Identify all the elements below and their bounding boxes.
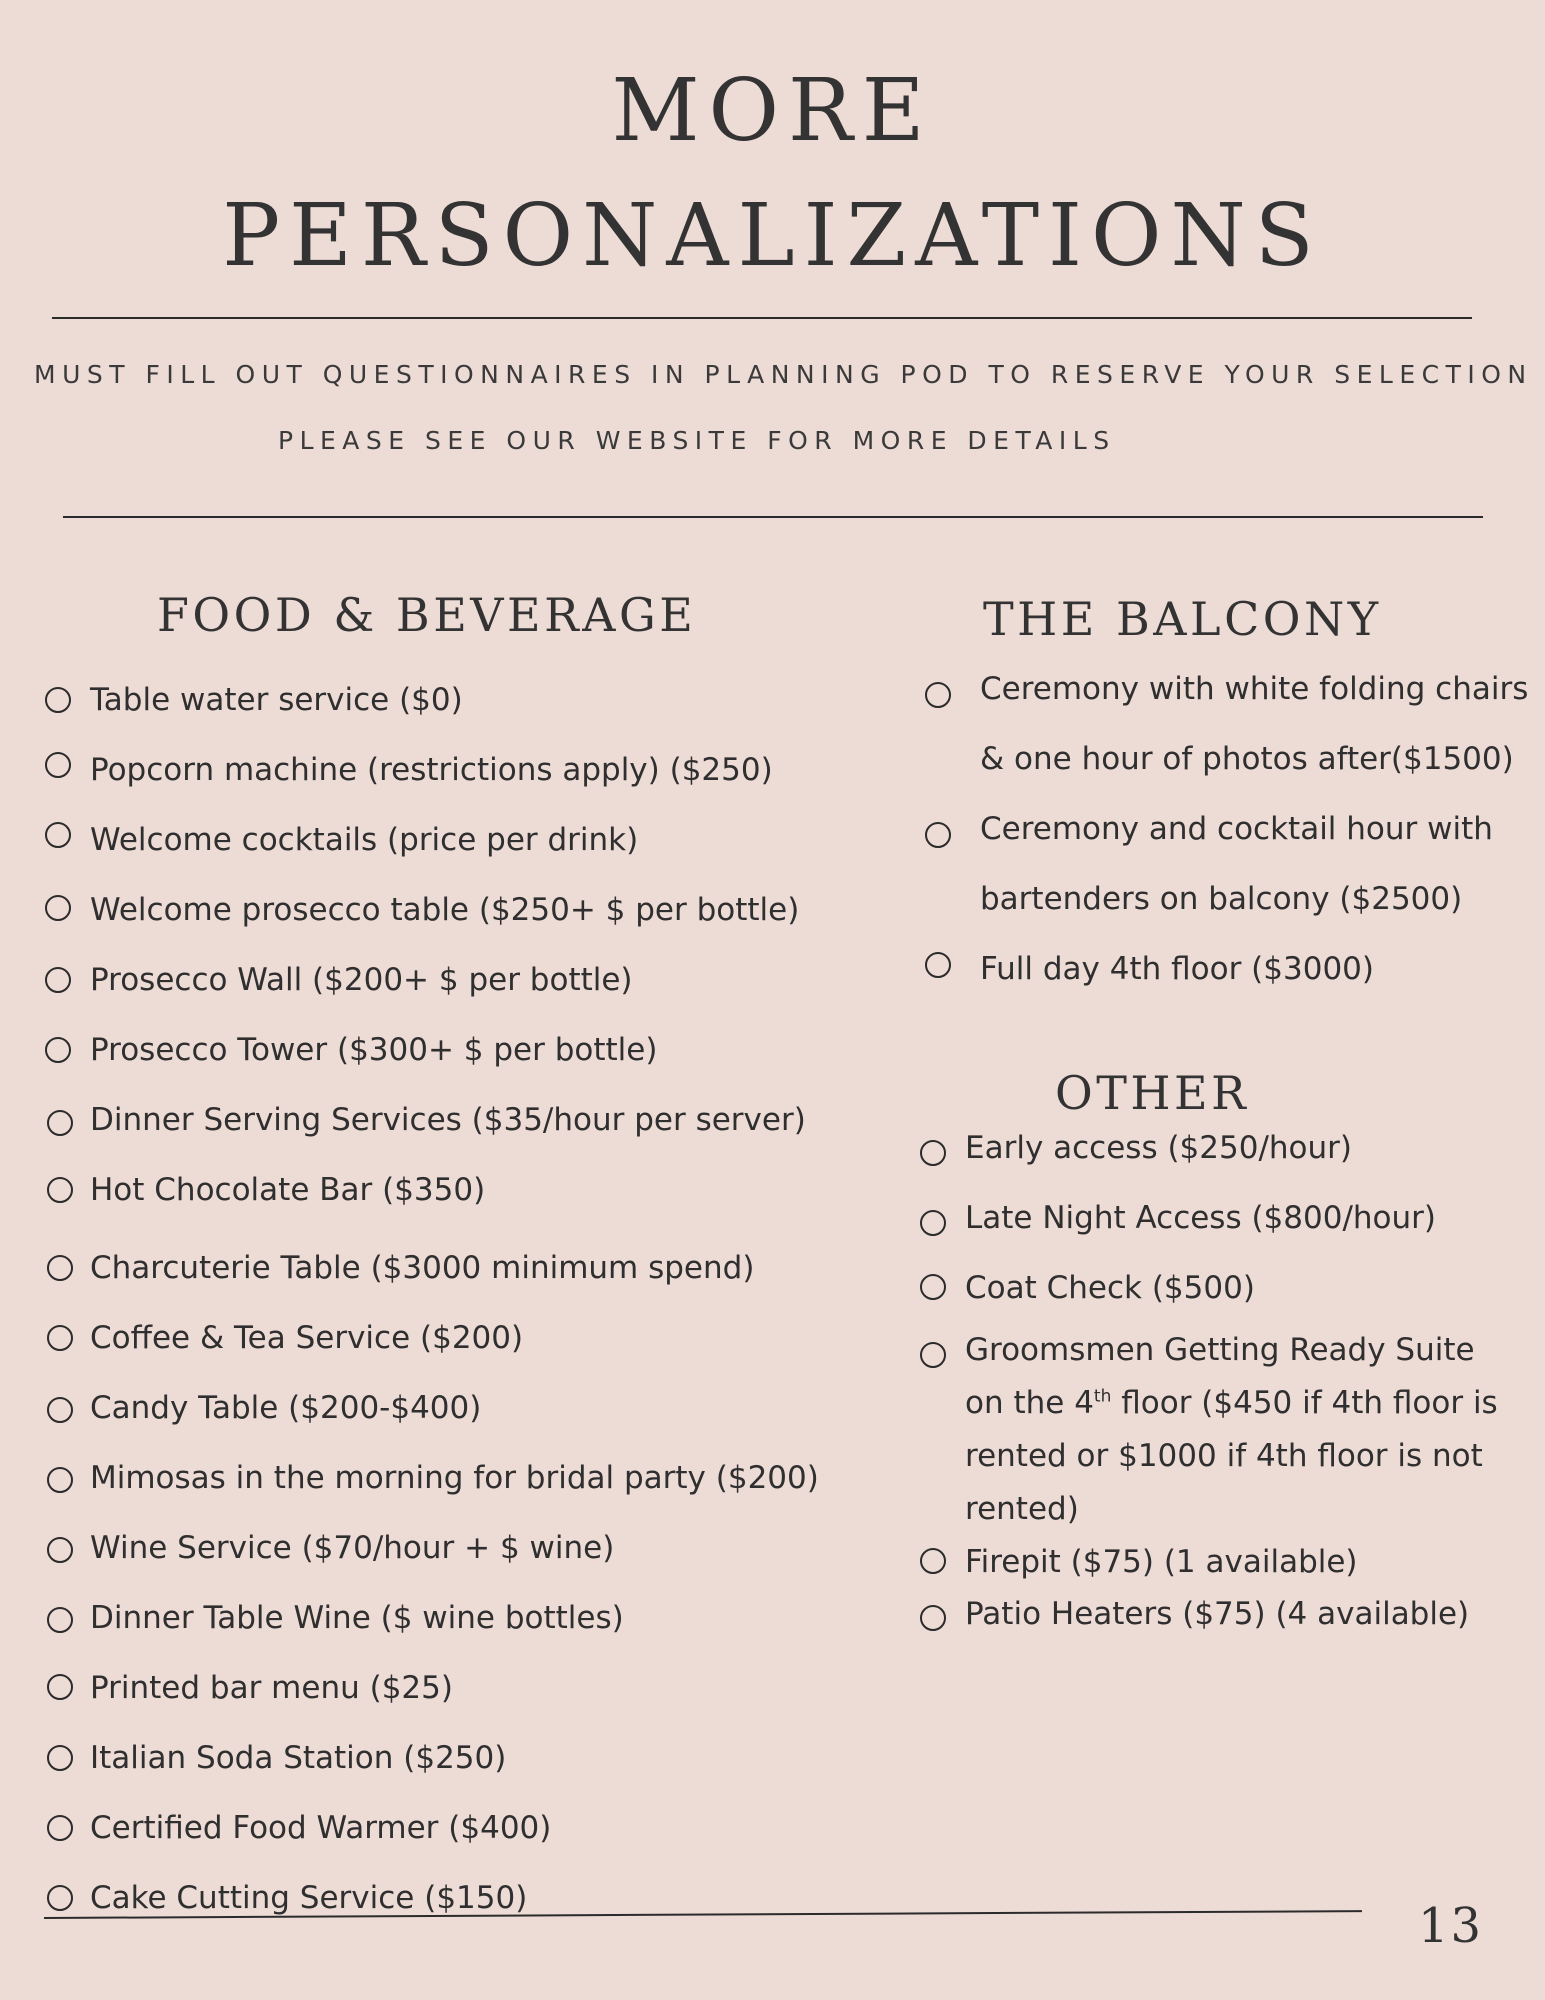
list-item: Patio Heaters ($75) (4 available)	[965, 1596, 1470, 1632]
radio-icon[interactable]	[45, 967, 71, 993]
radio-icon[interactable]	[47, 1674, 73, 1700]
list-item-continuation: bartenders on balcony ($2500)	[980, 881, 1463, 917]
radio-icon[interactable]	[920, 1210, 946, 1236]
radio-icon[interactable]	[925, 952, 951, 978]
radio-icon[interactable]	[47, 1885, 73, 1911]
notice-questionnaire: MUST FILL OUT QUESTIONNAIRES IN PLANNING POD TO RESERVE YOUR SELECTION	[34, 360, 1533, 389]
list-item-continuation	[965, 1385, 1498, 1421]
list-item: Wine Service ($70/hour + $ wine)	[90, 1530, 615, 1566]
list-item: Printed bar menu ($25)	[90, 1670, 453, 1706]
list-item: Coat Check ($500)	[965, 1270, 1255, 1306]
groomsmen-text-sup: th	[1093, 1386, 1112, 1407]
divider-top	[52, 317, 1472, 319]
list-item: Ceremony and cocktail hour with	[980, 811, 1493, 847]
list-item: Coffee & Tea Service ($200)	[90, 1320, 524, 1356]
groomsmen-text-pre: on the 4	[965, 1385, 1094, 1421]
radio-icon[interactable]	[920, 1140, 946, 1166]
list-item: Early access ($250/hour)	[965, 1130, 1352, 1166]
list-item: Firepit ($75) (1 available)	[965, 1544, 1358, 1580]
list-item: Italian Soda Station ($250)	[90, 1740, 507, 1776]
page-number: 13	[1418, 1898, 1484, 1954]
radio-icon[interactable]	[47, 1255, 73, 1281]
list-item-continuation: rented)	[965, 1491, 1079, 1527]
notice-website: PLEASE SEE OUR WEBSITE FOR MORE DETAILS	[278, 426, 1116, 455]
radio-icon[interactable]	[45, 822, 71, 848]
radio-icon[interactable]	[920, 1274, 946, 1300]
radio-icon[interactable]	[45, 895, 71, 921]
list-item: Groomsmen Getting Ready Suite	[965, 1332, 1475, 1368]
radio-icon[interactable]	[925, 822, 951, 848]
radio-icon[interactable]	[47, 1467, 73, 1493]
page-title-line-2: PERSONALIZATIONS	[222, 186, 1323, 286]
list-item: Prosecco Tower ($300+ $ per bottle)	[90, 1032, 658, 1068]
list-item: Popcorn machine (restrictions apply) ($250)	[90, 752, 773, 788]
radio-icon[interactable]	[45, 1037, 71, 1063]
list-item: Cake Cutting Service ($150)	[90, 1880, 528, 1916]
radio-icon[interactable]	[920, 1605, 946, 1631]
list-item: Dinner Serving Services ($35/hour per server)	[90, 1102, 806, 1138]
list-item: Ceremony with white folding chairs	[980, 671, 1529, 707]
radio-icon[interactable]	[47, 1177, 73, 1203]
radio-icon[interactable]	[47, 1607, 73, 1633]
list-item: Welcome prosecco table ($250+ $ per bottle)	[90, 892, 800, 928]
list-item: Late Night Access ($800/hour)	[965, 1200, 1436, 1236]
list-item-continuation: & one hour of photos after($1500)	[980, 741, 1514, 777]
list-item: Charcuterie Table ($3000 minimum spend)	[90, 1250, 755, 1286]
page-title-line-1: MORE	[611, 61, 934, 161]
list-item: Prosecco Wall ($200+ $ per bottle)	[90, 962, 633, 998]
radio-icon[interactable]	[47, 1110, 73, 1136]
radio-icon[interactable]	[925, 682, 951, 708]
list-item-continuation: rented or $1000 if 4th floor is not	[965, 1438, 1483, 1474]
list-item: Candy Table ($200-$400)	[90, 1390, 482, 1426]
radio-icon[interactable]	[920, 1342, 946, 1368]
list-item: Dinner Table Wine ($ wine bottles)	[90, 1600, 624, 1636]
list-item: Certified Food Warmer ($400)	[90, 1810, 552, 1846]
radio-icon[interactable]	[45, 752, 71, 778]
radio-icon[interactable]	[920, 1548, 946, 1574]
groomsmen-text-post: floor ($450 if 4th floor is	[1111, 1385, 1498, 1421]
radio-icon[interactable]	[47, 1325, 73, 1351]
radio-icon[interactable]	[47, 1745, 73, 1771]
radio-icon[interactable]	[45, 687, 71, 713]
divider-middle	[63, 516, 1483, 518]
list-item: Table water service ($0)	[90, 682, 463, 718]
radio-icon[interactable]	[47, 1537, 73, 1563]
list-item: Welcome cocktails (price per drink)	[90, 822, 639, 858]
section-heading-other: OTHER	[1055, 1066, 1250, 1120]
radio-icon[interactable]	[47, 1815, 73, 1841]
section-heading-balcony: THE BALCONY	[983, 592, 1382, 646]
list-item: Hot Chocolate Bar ($350)	[90, 1172, 486, 1208]
radio-icon[interactable]	[47, 1397, 73, 1423]
section-heading-food-beverage: FOOD & BEVERAGE	[157, 588, 697, 642]
list-item: Full day 4th floor ($3000)	[980, 951, 1374, 987]
list-item: Mimosas in the morning for bridal party ($200)	[90, 1460, 819, 1496]
